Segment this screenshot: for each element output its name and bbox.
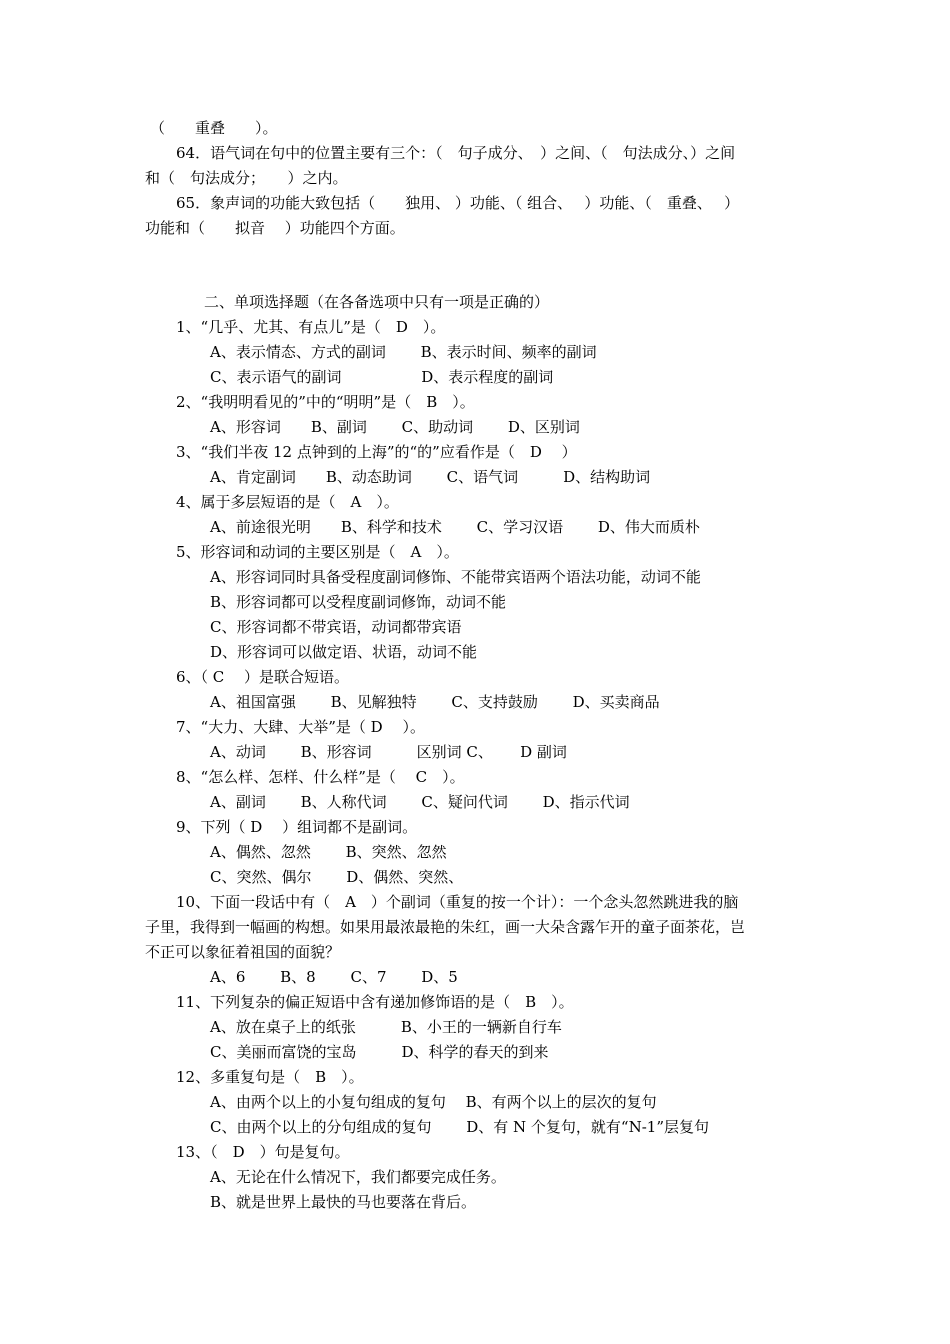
option-line: A、放在桌子上的纸张 B、小王的一辆新自行车 bbox=[210, 1018, 562, 1036]
text-line: 不正可以象征着祖国的面貌？ bbox=[145, 943, 341, 961]
option-line: C、形容词都不带宾语，动词都带宾语 bbox=[210, 618, 462, 636]
option-line: C、美丽而富饶的宝岛 D、科学的春天的到来 bbox=[210, 1043, 549, 1061]
option-line: D、形容词可以做定语、状语，动词不能 bbox=[210, 643, 478, 661]
question: 8、“怎么样、怎样、什么样”是（ C ）。 bbox=[176, 768, 465, 786]
option-line: C、表示语气的副词 D、表示程度的副词 bbox=[210, 368, 554, 386]
option-line: A、形容词 B、副词 C、助动词 D、区别词 bbox=[210, 418, 580, 436]
option-line: A、表示情态、方式的副词 B、表示时间、频率的副词 bbox=[210, 343, 597, 361]
question: 12、多重复句是（ B ）。 bbox=[176, 1068, 364, 1086]
option-line: C、突然、偶尔 D、偶然、突然、 bbox=[210, 868, 464, 886]
option-line: A、形容词同时具备受程度副词修饰、不能带宾语两个语法功能，动词不能 bbox=[210, 568, 701, 586]
text-line: 65．象声词的功能大致包括（ 独用、 ）功能、（ 组合、 ）功能、（ 重叠、 ） bbox=[176, 194, 740, 212]
option-line: A、偶然、忽然 B、突然、忽然 bbox=[210, 843, 447, 861]
text-line: 功能和（ 拟音 ）功能四个方面。 bbox=[145, 219, 405, 237]
question: 7、“大力、大肆、大举”是（ D ）。 bbox=[176, 718, 425, 736]
question: 5、形容词和动词的主要区别是（ A ）。 bbox=[176, 543, 459, 561]
option-line: C、由两个以上的分句组成的复句 D、有 N 个复句，就有“N-1”层复句 bbox=[210, 1118, 710, 1136]
question: 11、下列复杂的偏正短语中含有递加修饰语的是（ B ）。 bbox=[176, 993, 574, 1011]
question: 9、下列（ D ）组词都不是副词。 bbox=[176, 818, 418, 836]
question: 1、“几乎、尤其、有点儿”是（ D ）。 bbox=[176, 318, 446, 336]
option-line: A、无论在什么情况下，我们都要完成任务。 bbox=[210, 1168, 506, 1186]
text-line: 和（ 句法成分； ）之内。 bbox=[145, 169, 348, 187]
question: 4、属于多层短语的是（ A ）。 bbox=[176, 493, 399, 511]
option-line: A、6 B、8 C、7 D、5 bbox=[210, 968, 458, 986]
question: 2、“我明明看见的”中的“明明”是（ B ）。 bbox=[176, 393, 475, 411]
option-line: A、前途很光明 B、科学和技术 C、学习汉语 D、伟大而质朴 bbox=[210, 518, 700, 536]
text-line: 子里，我得到一幅画的构想。如果用最浓最艳的朱红，画一大朵含露乍开的童子面茶花，岂 bbox=[145, 918, 746, 936]
text-line: （ 重叠 ）。 bbox=[150, 119, 278, 137]
option-line: A、动词 B、形容词 区别词 C、 D 副词 bbox=[210, 743, 567, 761]
option-line: A、由两个以上的小复句组成的复句 B、有两个以上的层次的复句 bbox=[210, 1093, 657, 1111]
question: 6、（ C ）是联合短语。 bbox=[176, 668, 350, 686]
section-heading: 二、单项选择题（在各备选项中只有一项是正确的） bbox=[204, 293, 550, 311]
question: 13、（ D ）句是复句。 bbox=[176, 1143, 350, 1161]
question: 10、下面一段话中有（ A ）个副词（重复的按一个计）：一个念头忽然跳进我的脑 bbox=[176, 893, 739, 911]
text-line: 64．语气词在句中的位置主要有三个：（ 句子成分、 ）之间、（ 句法成分、）之间 bbox=[176, 144, 736, 162]
question: 3、“我们半夜 12 点钟到的上海”的“的”应看作是（ D ） bbox=[176, 443, 577, 461]
option-line: A、祖国富强 B、见解独特 C、支持鼓励 D、买卖商品 bbox=[210, 693, 660, 711]
option-line: A、副词 B、人称代词 C、疑问代词 D、指示代词 bbox=[210, 793, 630, 811]
option-line: A、肯定副词 B、动态助词 C、语气词 D、结构助词 bbox=[210, 468, 651, 486]
option-line: B、形容词都可以受程度副词修饰，动词不能 bbox=[210, 593, 507, 611]
option-line: B、就是世界上最快的马也要落在背后。 bbox=[210, 1193, 477, 1211]
